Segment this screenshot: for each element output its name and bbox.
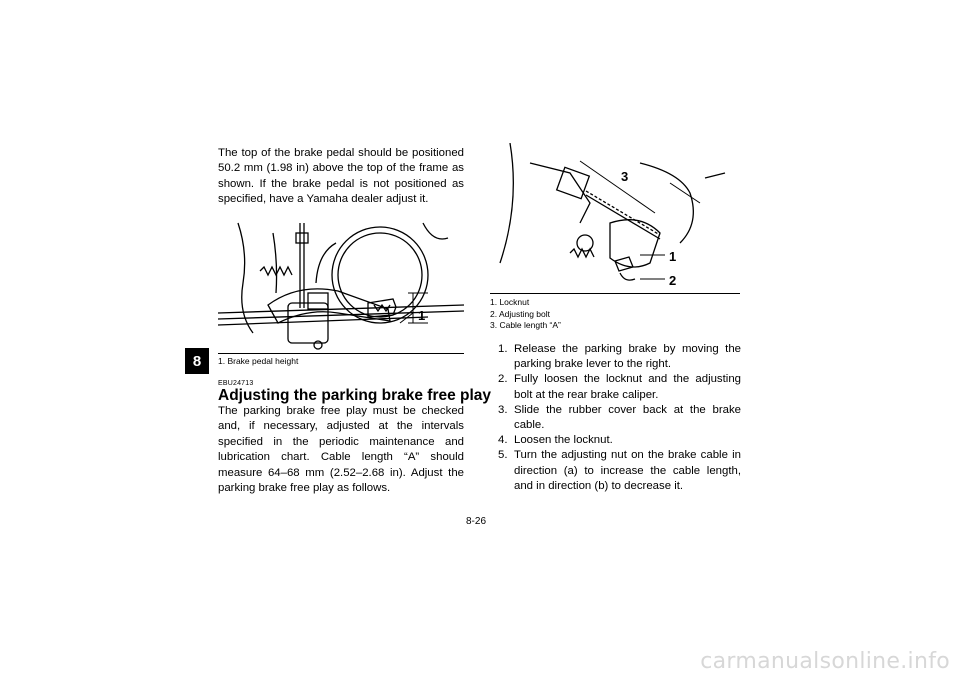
document-id: EBU24713	[218, 380, 254, 387]
callout-1: 1	[669, 249, 677, 264]
step-item: 3. Slide the rubber cover back at the brake cable.	[498, 403, 741, 432]
figure2-caption-list	[490, 297, 561, 332]
step-item: 1. Release the parking brake by moving the parking brake lever to the right.	[498, 343, 741, 371]
step-item: 4. Loosen the locknut.	[498, 434, 613, 447]
section-heading: Adjusting the parking brake free play	[218, 387, 492, 404]
step-item: 5. Turn the adjusting nut on the brake cable in direction (a) to increase the cable length, and in direction (b) to decrease it.	[498, 449, 741, 492]
callout-2: 2	[669, 273, 677, 288]
figure1-caption: 1. Brake pedal height	[218, 356, 299, 366]
caption-cable-length: 3. Cable length “A”	[490, 320, 561, 330]
brake-pedal-drawing	[218, 213, 464, 353]
procedure-steps	[498, 342, 741, 494]
brake-pedal-illustration	[218, 213, 464, 354]
intro-paragraph: The top of the brake pedal should be positioned 50.2 mm (1.98 in) above the top of the frame as shown. If the brake pedal is not positioned as specified, have a Yamaha dealer adjust it.	[218, 147, 464, 206]
callout-3: 3	[621, 169, 629, 184]
parking-brake-illustration	[490, 143, 740, 294]
watermark-link[interactable]: carmanualsonline.info	[700, 649, 950, 674]
section-body: The parking brake free play must be checked and, if necessary, adjusted at the intervals specified in the periodic maintenance and lubrication chart. Cable length “A” should measure 64–68 mm (2.52–2.68 in). Adjust the parking brake free play as follows.	[218, 405, 464, 495]
page-number: 8-26	[466, 516, 487, 527]
callout-1: 1	[418, 308, 426, 323]
caption-adjusting-bolt: 2. Adjusting bolt	[490, 308, 551, 319]
parking-brake-drawing	[490, 143, 740, 293]
step-item: 2. Fully loosen the locknut and the adjusting bolt at the rear brake caliper.	[498, 373, 741, 401]
chapter-tab: 8	[185, 348, 209, 374]
caption-locknut: 1. Locknut	[490, 297, 530, 307]
